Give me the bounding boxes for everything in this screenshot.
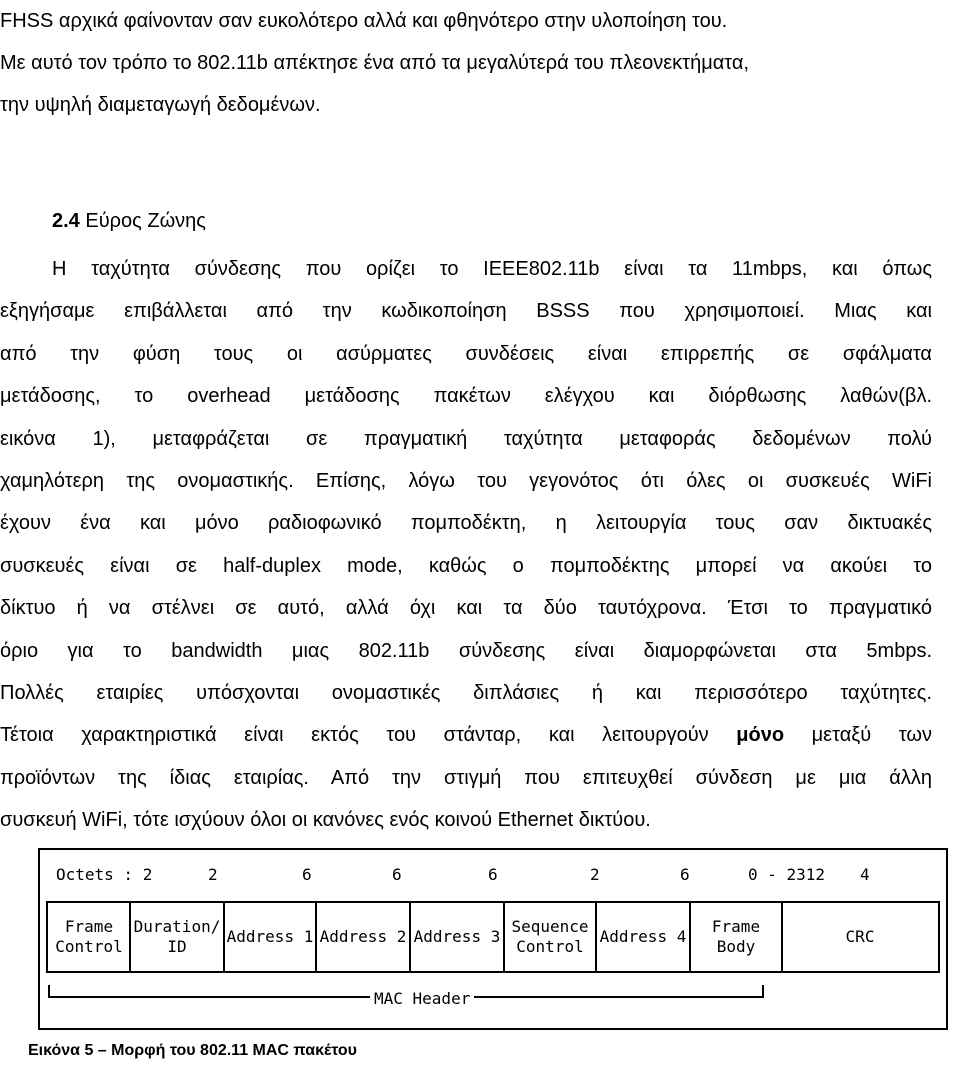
body-line: προϊόντων της ίδιας εταιρίας. Από την στιγμή που επιτευχθεί σύνδεση με μια άλλη: [0, 766, 932, 789]
frame-field: Frame Control: [55, 917, 123, 956]
octet-count: Octets : 2: [56, 865, 153, 884]
section-number: 2.4: [52, 210, 80, 232]
body-line: από την φύση τους οι ασύρματες συνδέσεις είναι επιρρεπής σε σφάλματα: [0, 342, 932, 365]
section-title: Εύρος Ζώνης: [85, 210, 206, 232]
body-line: μετάδοσης, το overhead μετάδοσης πακέτων ελέγχου και διόρθωσης λαθών(βλ.: [0, 385, 932, 408]
body-line: [0, 714, 932, 756]
frame-field: Address 4: [599, 927, 687, 946]
octet-count: 6: [680, 865, 690, 884]
octet-count: 0 - 2312: [748, 865, 826, 884]
body-text: Τέτοια χαρακτηριστικά είναι εκτός του στάνταρ, και λειτουργούν: [0, 724, 737, 747]
frame-field: CRC: [845, 927, 875, 946]
body-text: μεταξύ των: [784, 724, 932, 747]
frame-fields-row: [46, 901, 940, 973]
figure-caption: Εικόνα 5 – Μορφή του 802.11 MAC πακέτου: [28, 1042, 357, 1059]
body-line: όριο για το bandwidth μιας 802.11b σύνδεσης είναι διαμορφώνεται στα 5mbps.: [0, 639, 932, 662]
body-line: χαμηλότερη της ονομαστικής. Επίσης, λόγω του γεγονότος ότι όλες οι συσκευές WiFi: [0, 470, 932, 493]
frame-field: Address 2: [319, 927, 407, 946]
field-divider: [315, 903, 317, 971]
body-line: Η ταχύτητα σύνδεσης που ορίζει το IEEE802.11b είναι τα 11mbps, και όπως: [52, 258, 932, 280]
body-line: Πολλές εταιρίες υπόσχονται ονομαστικές διπλάσιες ή και περισσότερο ταχύτητες.: [0, 682, 932, 705]
field-divider: [409, 903, 411, 971]
frame-field: Address 3: [413, 927, 501, 946]
body-line: συσκευή WiFi, τότε ισχύουν όλοι οι κανόνες ενός κοινού Ethernet δικτύου.: [0, 809, 651, 832]
figure-canvas: [40, 850, 946, 1028]
field-divider: [781, 903, 783, 971]
field-divider: [689, 903, 691, 971]
octet-count: 2: [208, 865, 218, 884]
section-heading: [52, 200, 206, 242]
intro-paragraph: [0, 0, 932, 126]
field-divider: [503, 903, 505, 971]
body-line: εικόνα 1), μεταφράζεται σε πραγματική ταχύτητα μεταφοράς δεδομένων πολύ: [0, 427, 932, 450]
frame-field: Duration/ ID: [133, 917, 221, 956]
octet-count: 4: [860, 865, 870, 884]
body-paragraph: [0, 248, 932, 842]
octet-count: 2: [590, 865, 600, 884]
body-line: δίκτυο ή να στέλνει σε αυτό, αλλά όχι και τα δύο ταυτόχρονα. Έτσι το πραγματικό: [0, 597, 932, 620]
octet-count: 6: [488, 865, 498, 884]
emphasis-text: μόνο: [736, 724, 785, 747]
intro-line: την υψηλή διαμεταγωγή δεδομένων.: [0, 94, 321, 116]
octet-count: 6: [392, 865, 402, 884]
frame-field: Sequence Control: [511, 917, 589, 956]
intro-line: FHSS αρχικά φαίνονταν σαν ευκολότερο αλλά και φθηνότερο στην υλοποίηση του.: [0, 10, 728, 32]
field-divider: [223, 903, 225, 971]
mac-frame-figure: [38, 848, 948, 1030]
mac-header-label: MAC Header: [370, 990, 474, 1008]
body-line: συσκευές είναι σε half-duplex mode, καθώς ο πομποδέκτης μπορεί να ακούει το: [0, 554, 932, 577]
octet-count: 6: [302, 865, 312, 884]
frame-field: Address 1: [226, 927, 314, 946]
intro-line: Με αυτό τον τρόπο το 802.11b απέκτησε ένα από τα μεγαλύτερά του πλεονεκτήματα,: [0, 52, 750, 74]
field-divider: [595, 903, 597, 971]
body-line: εξηγήσαμε επιβάλλεται από την κωδικοποίηση BSSS που χρησιμοποιεί. Μιας και: [0, 300, 932, 323]
body-line: έχουν ένα και μόνο ραδιοφωνικό πομποδέκτη, η λειτουργία τους σαν δικτυακές: [0, 512, 932, 535]
frame-field: Frame Body: [711, 917, 761, 956]
field-divider: [129, 903, 131, 971]
